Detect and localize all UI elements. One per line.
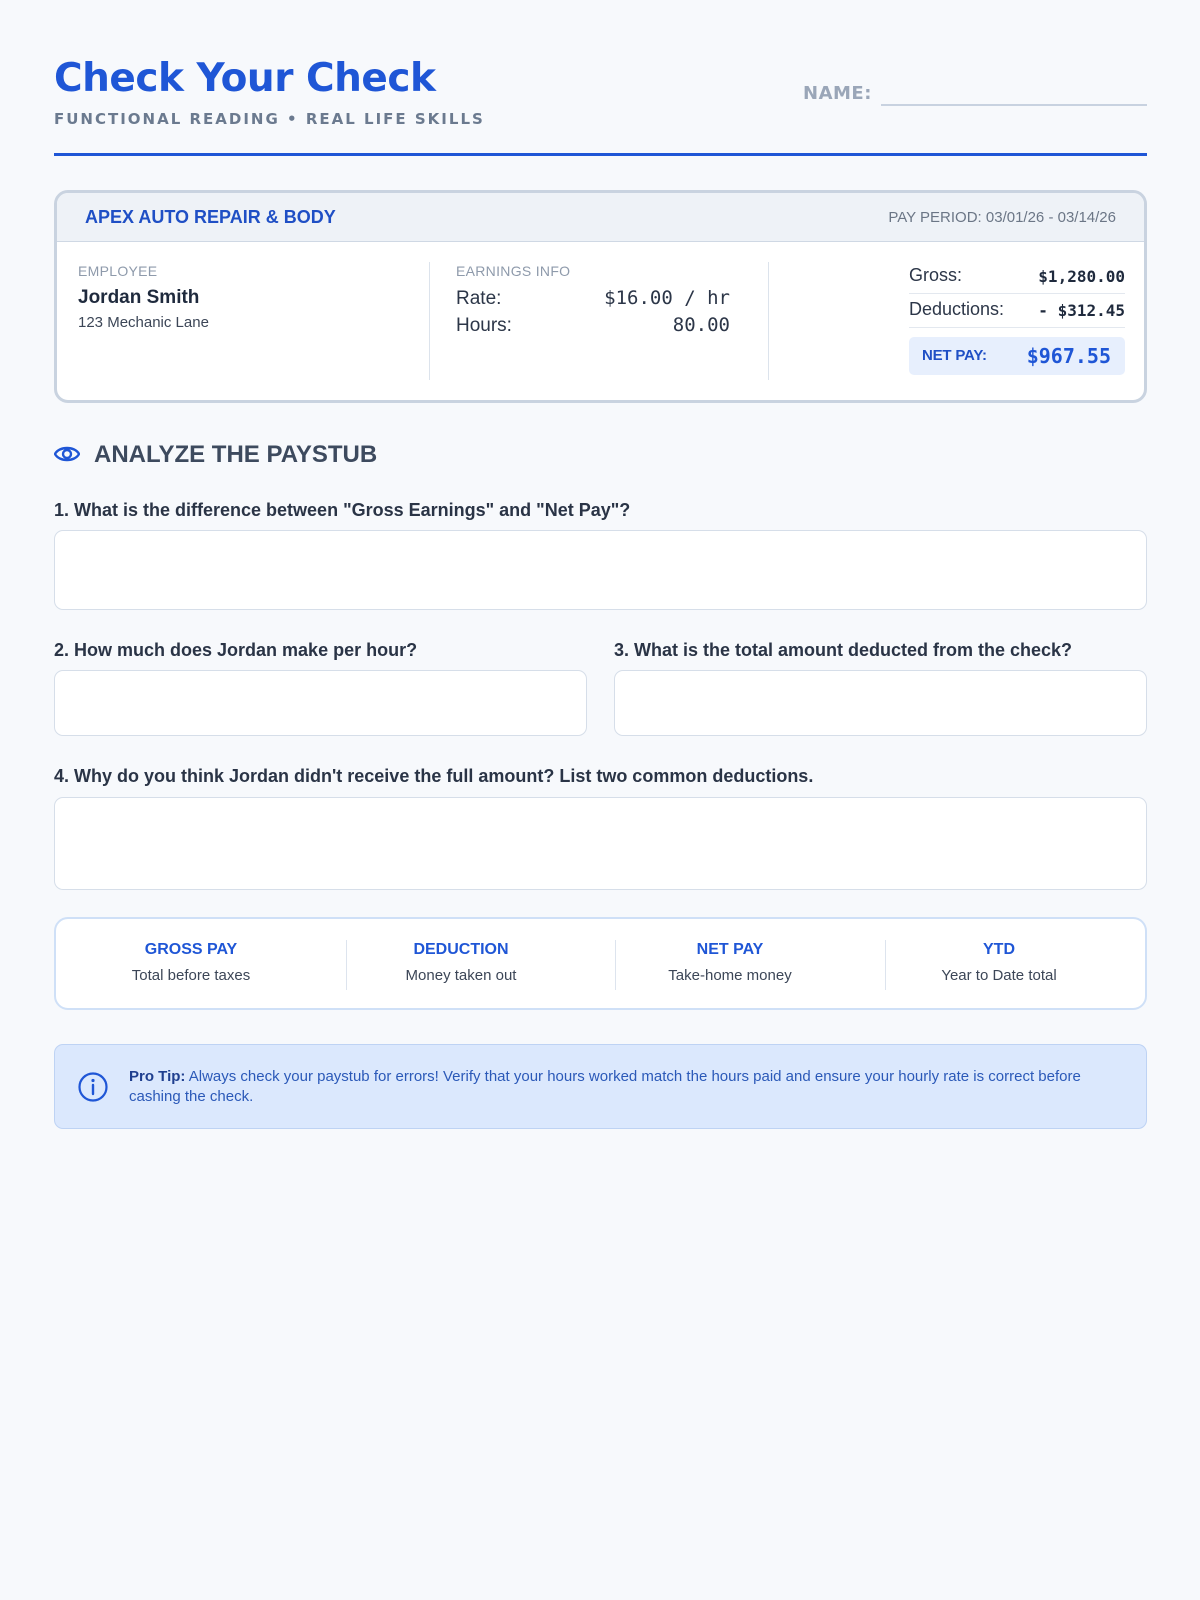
paystub-header [57, 193, 1144, 242]
pro-tip-text [129, 1067, 1109, 1107]
header [54, 0, 1147, 156]
question-3: 3. What is the total amount deducted from the check? [614, 640, 1073, 660]
gross-row [909, 260, 1125, 294]
answer-box-3[interactable] [614, 670, 1147, 736]
net-pay-highlight [909, 337, 1125, 375]
rate-value: $16.00 / hr [604, 287, 730, 309]
vocab-deduction [326, 919, 596, 1008]
net-pay-value: $967.55 [1026, 344, 1111, 368]
net-pay-label: NET PAY: [922, 347, 987, 364]
totals-column [909, 260, 1125, 368]
vocab-term: DEDUCTION [413, 941, 509, 958]
vocab-definition: Year to Date total [941, 967, 1057, 984]
question-1: 1. What is the difference between "Gross Earnings" and "Net Pay"? [54, 500, 631, 520]
name-label: NAME: [803, 83, 872, 104]
vocab-net-pay [595, 919, 865, 1008]
vocab-definition: Money taken out [405, 967, 517, 984]
question-4: 4. Why do you think Jordan didn't receive the full amount? List two common deductions. [54, 766, 814, 786]
page-subtitle: FUNCTIONAL READING • REAL LIFE SKILLS [54, 110, 485, 128]
vocab-term: NET PAY [696, 941, 764, 958]
section-title: ANALYZE THE PAYSTUB [94, 441, 378, 468]
answer-box-4[interactable] [54, 797, 1147, 890]
info-icon [77, 1071, 109, 1103]
deductions-value: - $312.45 [1038, 301, 1125, 320]
vocabulary-card [54, 917, 1147, 1010]
pro-tip-box [54, 1044, 1147, 1129]
question-2: 2. How much does Jordan make per hour? [54, 640, 418, 660]
page-title: Check Your Check [54, 56, 436, 101]
deductions-label: Deductions: [909, 299, 1005, 319]
earnings-column [456, 263, 730, 339]
answer-box-2[interactable] [54, 670, 587, 736]
hours-label: Hours: [456, 315, 512, 336]
worksheet-page [54, 0, 1147, 1105]
deductions-row [909, 294, 1125, 328]
rate-label: Rate: [456, 288, 502, 309]
column-divider [429, 262, 430, 380]
pro-tip-body: Always check your paystub for errors! Verify that your hours worked match the hours paid and ensure your hourly rate is correct before cashing the check. [129, 1068, 1081, 1105]
employee-label: EMPLOYEE [78, 263, 158, 279]
name-input-line[interactable] [881, 104, 1147, 106]
company-name: APEX AUTO REPAIR & BODY [85, 207, 336, 227]
vocab-term: YTD [983, 941, 1015, 958]
vocab-gross-pay [56, 919, 326, 1008]
gross-label: Gross: [909, 265, 963, 285]
vocab-definition: Take-home money [668, 967, 792, 984]
vocab-definition: Total before taxes [131, 967, 251, 984]
eye-icon [54, 443, 80, 465]
column-divider [768, 262, 769, 380]
rate-row [456, 285, 730, 312]
gross-value: $1,280.00 [1038, 267, 1125, 286]
paystub-card [54, 190, 1147, 403]
employee-column [78, 263, 209, 331]
hours-value: 80.00 [672, 314, 730, 336]
employee-address: 123 Mechanic Lane [78, 314, 209, 331]
pay-period: PAY PERIOD: 03/01/26 - 03/14/26 [888, 209, 1116, 226]
employee-name: Jordan Smith [78, 287, 200, 308]
hours-row [456, 312, 730, 339]
answer-box-1[interactable] [54, 530, 1147, 610]
pro-tip-label: Pro Tip: [129, 1068, 186, 1085]
vocab-ytd [864, 919, 1134, 1008]
vocab-term: GROSS PAY [144, 941, 238, 958]
earnings-label: EARNINGS INFO [456, 263, 571, 279]
